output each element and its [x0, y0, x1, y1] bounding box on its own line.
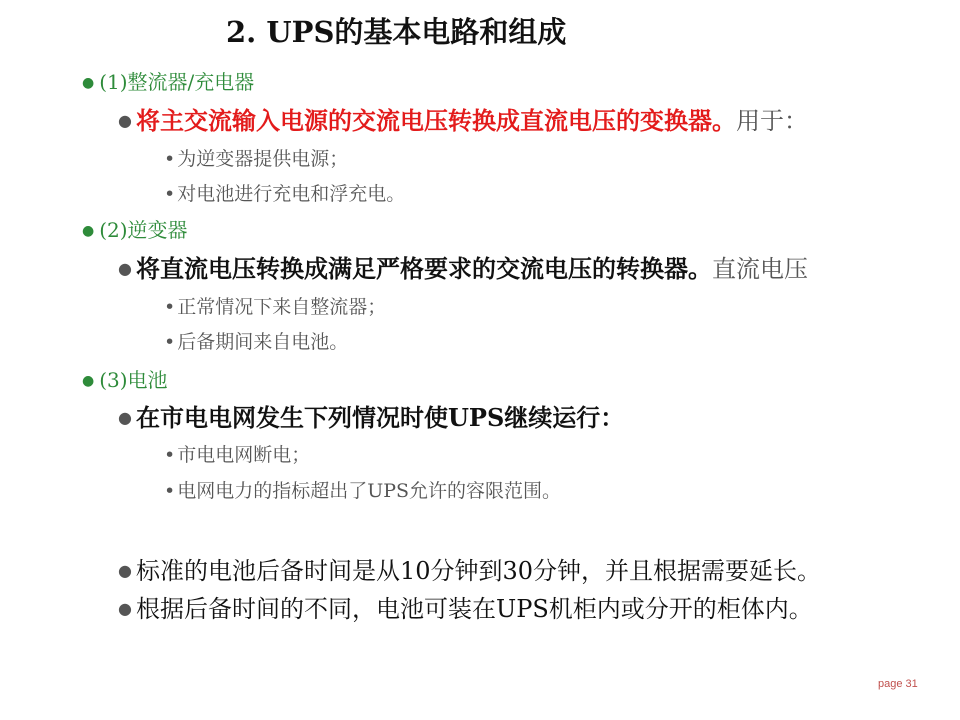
list-item — [164, 145, 348, 173]
section-heading-rectifier — [82, 68, 254, 97]
bullet-icon: ● — [118, 408, 132, 427]
section-description — [118, 401, 624, 435]
list-item-text: 正常情况下来自整流器； — [177, 296, 387, 318]
bullet-icon: ● — [118, 111, 132, 130]
list-item-text: 为逆变器提供电源； — [177, 148, 349, 170]
bullet-icon: • — [164, 148, 176, 170]
description-tail: 用于： — [735, 107, 808, 135]
list-item-text: 后备期间来自电池。 — [177, 331, 349, 353]
section-heading-label: (1)整流器/充电器 — [99, 70, 255, 94]
section-description — [118, 104, 808, 138]
description-tail: 直流电压 — [711, 255, 808, 283]
bullet-icon: ● — [82, 75, 95, 91]
description-highlight: 在市电电网发生下列情况时使UPS继续运行： — [135, 403, 625, 432]
note-text: 根据后备时间的不同，电池可装在UPS机柜内或分开的柜体内。 — [135, 595, 813, 623]
bullet-icon: ● — [82, 223, 95, 239]
page-number: page 31 — [878, 678, 918, 690]
section-description — [118, 252, 808, 286]
bullet-icon: ● — [118, 599, 132, 618]
bullet-icon: ● — [118, 561, 132, 580]
section-heading-label: (2)逆变器 — [99, 218, 188, 242]
section-heading-battery — [82, 366, 168, 395]
list-item — [164, 293, 386, 321]
list-item-text: 市电电网断电； — [177, 444, 311, 466]
bullet-icon: • — [164, 183, 176, 205]
bullet-icon: • — [164, 480, 176, 502]
list-item-text: 对电池进行充电和浮充电。 — [177, 183, 406, 205]
bullet-icon: • — [164, 331, 176, 353]
description-highlight: 将直流电压转换成满足严格要求的交流电压的转换器。 — [135, 254, 712, 283]
bullet-icon: • — [164, 444, 176, 466]
bullet-icon: ● — [118, 259, 132, 278]
slide-title: 2. UPS的基本电路和组成 — [226, 15, 567, 49]
note-battery-placement — [118, 592, 813, 626]
list-item — [164, 441, 310, 469]
section-heading-inverter — [82, 216, 188, 245]
bullet-icon: • — [164, 296, 176, 318]
section-heading-label: (3)电池 — [99, 368, 168, 392]
bullet-icon: ● — [82, 373, 95, 389]
description-highlight: 将主交流输入电源的交流电压转换成直流电压的变换器。 — [135, 106, 736, 135]
list-item-text: 电网电力的指标超出了UPS允许的容限范围。 — [177, 480, 562, 502]
list-item — [164, 477, 561, 505]
note-text: 标准的电池后备时间是从10分钟到30分钟，并且根据需要延长。 — [135, 557, 822, 585]
note-backup-time — [118, 554, 821, 588]
list-item — [164, 180, 405, 208]
list-item — [164, 328, 348, 356]
